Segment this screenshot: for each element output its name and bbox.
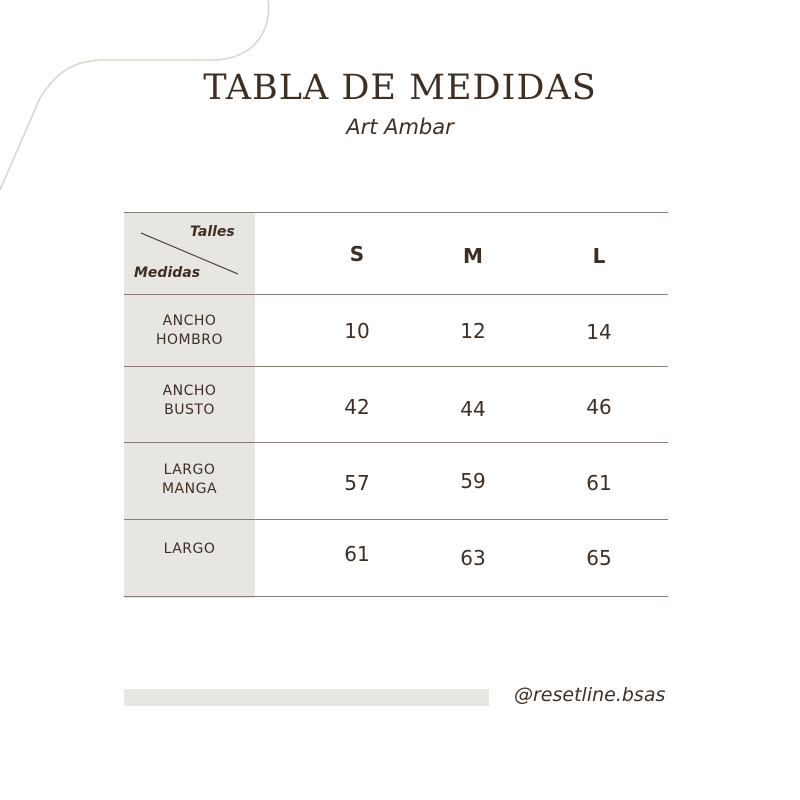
size-chart-table (124, 212, 668, 598)
footer-bar (124, 689, 489, 706)
row-label (124, 382, 255, 420)
size-header-l: L (592, 244, 606, 268)
row-label (124, 312, 255, 350)
row-label-line: LARGO (163, 462, 216, 478)
table-cell: 10 (344, 319, 370, 343)
table-cell: 63 (460, 546, 486, 570)
table-cell: 12 (460, 319, 486, 343)
table-rule (124, 519, 668, 520)
size-header-s: S (349, 242, 365, 266)
table-rule (124, 294, 668, 295)
size-header-m: M (463, 244, 483, 268)
table-cell: 44 (460, 397, 486, 421)
row-label-line: BUSTO (164, 402, 215, 418)
table-cell: 65 (586, 546, 612, 570)
corner-label-sizes: Talles (190, 224, 235, 240)
table-cell: 61 (344, 542, 370, 566)
row-label (124, 540, 255, 559)
row-label-line: HOMBRO (156, 332, 223, 348)
row-label-line: LARGO (163, 541, 216, 557)
row-label-line: ANCHO (162, 313, 217, 329)
table-cell: 57 (344, 471, 370, 495)
table-cell: 46 (586, 395, 612, 419)
table-rule (124, 442, 668, 443)
row-label-line: ANCHO (162, 383, 217, 399)
row-label-line: MANGA (161, 481, 218, 497)
table-cell: 59 (460, 469, 486, 493)
table-rule (124, 366, 668, 367)
row-label (124, 461, 255, 499)
table-rule (124, 596, 668, 597)
table-cell: 61 (586, 471, 612, 495)
page-subtitle: Art Ambar (346, 115, 454, 139)
table-cell: 42 (344, 395, 370, 419)
table-cell: 14 (586, 320, 612, 344)
page-title: TABLA DE MEDIDAS (203, 68, 597, 108)
social-handle: @resetline.bsas (514, 684, 666, 706)
corner-label-measurements: Medidas (134, 265, 201, 281)
